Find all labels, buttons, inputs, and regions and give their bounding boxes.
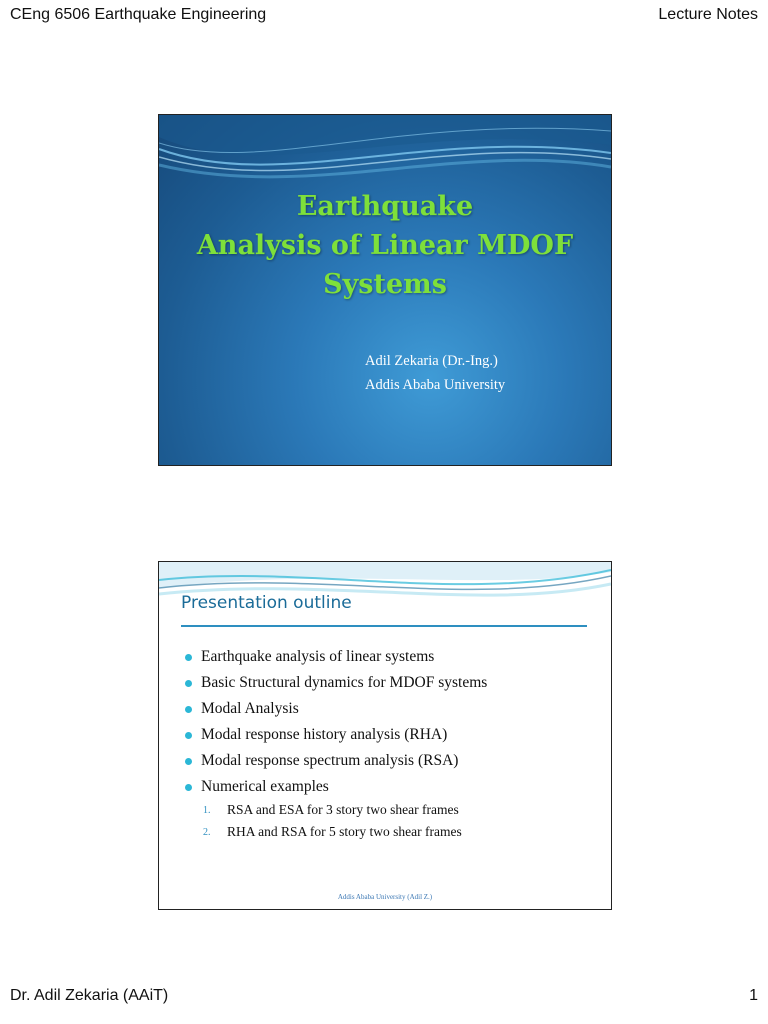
sublist-item-text: RSA and ESA for 3 story two shear frames: [227, 802, 459, 817]
list-item-text: Earthquake analysis of linear systems: [201, 648, 435, 665]
list-item: [183, 670, 487, 696]
item-number: 1.: [203, 804, 211, 816]
item-number: 2.: [203, 826, 211, 838]
title-slide: [158, 114, 612, 466]
slide-title-line-3: Systems: [323, 269, 447, 300]
outline-list: [183, 644, 487, 800]
list-item-text: Modal response history analysis (RHA): [201, 726, 448, 743]
list-item-text: Modal Analysis: [201, 700, 299, 717]
numbered-sublist: [203, 799, 462, 843]
list-item-text: Numerical examples: [201, 778, 329, 795]
list-item-text: Modal response spectrum analysis (RSA): [201, 752, 459, 769]
wave-decoration: [159, 115, 611, 195]
bullet-icon: [185, 654, 192, 661]
list-item: [183, 696, 487, 722]
sublist-item-text: RHA and RSA for 5 story two shear frames: [227, 824, 462, 839]
author-affiliation: Addis Ababa University: [365, 377, 506, 393]
page-header-label: Lecture Notes: [658, 6, 758, 23]
author-block: [365, 349, 605, 397]
outline-slide: [158, 561, 612, 910]
page-header-course: CEng 6506 Earthquake Engineering: [10, 6, 267, 23]
slide-title-line-1: Earthquake: [296, 191, 474, 222]
sublist-item: [203, 799, 462, 821]
page-footer-author: Dr. Adil Zekaria (AAiT): [10, 987, 169, 1004]
list-item: [183, 644, 487, 670]
bullet-icon: [185, 680, 192, 687]
bullet-icon: [185, 706, 192, 713]
slide-footer: Addis Ababa University (Adil Z.): [337, 893, 433, 901]
slide-heading: Presentation outline: [181, 593, 352, 613]
heading-rule: [181, 625, 587, 627]
page-number: 1: [749, 987, 758, 1004]
slide-title-line-2: Analysis of Linear MDOF: [196, 230, 574, 261]
bullet-icon: [185, 784, 192, 791]
bullet-icon: [185, 758, 192, 765]
list-item-text: Basic Structural dynamics for MDOF systems: [201, 674, 488, 691]
bullet-icon: [185, 732, 192, 739]
author-name: Adil Zekaria (Dr.-Ing.): [365, 353, 498, 369]
list-item: [183, 722, 487, 748]
list-item: [183, 774, 487, 800]
sublist-item: [203, 821, 462, 843]
list-item: [183, 748, 487, 774]
